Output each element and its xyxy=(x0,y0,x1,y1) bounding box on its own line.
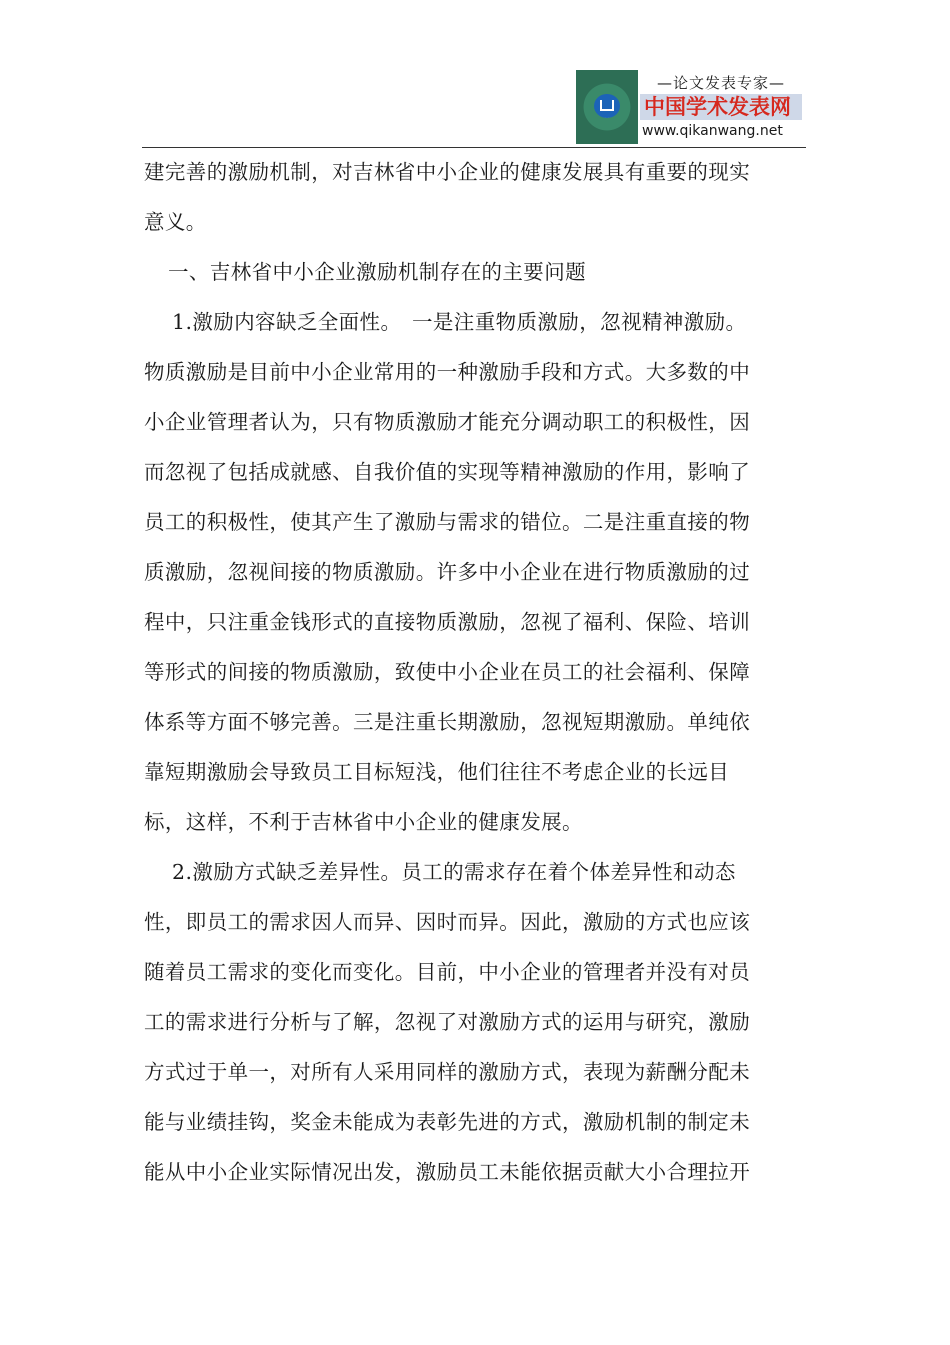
text-line: 能从中小企业实际情况出发，激励员工未能依据贡献大小合理拉开 xyxy=(144,1160,751,1184)
logo-title-banner xyxy=(640,94,802,120)
text-line: 2.激励方式缺乏差异性。员工的需求存在着个体差异性和动态 xyxy=(172,860,736,884)
text-line: 1.激励内容缺乏全面性。 一是注重物质激励，忽视精神激励。 xyxy=(172,310,747,334)
logo-title: 中国学术发表网 xyxy=(644,95,791,119)
publisher-logo[interactable] xyxy=(576,70,802,144)
text-line: 程中，只注重金钱形式的直接物质激励，忽视了福利、保险、培训 xyxy=(144,610,751,634)
header-divider xyxy=(142,147,806,148)
text-line: 靠短期激励会导致员工目标短浅，他们往往不考虑企业的长远目 xyxy=(144,760,730,784)
text-line: 质激励，忽视间接的物质激励。许多中小企业在进行物质激励的过 xyxy=(144,560,751,584)
body-text xyxy=(144,154,752,1204)
text-line: 工的需求进行分析与了解，忽视了对激励方式的运用与研究，激励 xyxy=(144,1010,751,1034)
seal-emblem-icon xyxy=(576,70,640,144)
text-line: 随着员工需求的变化而变化。目前，中小企业的管理者并没有对员 xyxy=(144,960,751,984)
text-line: 等形式的间接的物质激励，致使中小企业在员工的社会福利、保障 xyxy=(144,660,751,684)
text-line: 体系等方面不够完善。三是注重长期激励，忽视短期激励。单纯依 xyxy=(144,710,751,734)
text-line: 员工的积极性，使其产生了激励与需求的错位。二是注重直接的物 xyxy=(144,510,751,534)
logo-url: www.qikanwang.net xyxy=(642,123,783,139)
book-icon xyxy=(594,94,620,118)
section-heading: 一、吉林省中小企业激励机制存在的主要问题 xyxy=(168,260,586,284)
text-line: 性，即员工的需求因人而异、因时而异。因此，激励的方式也应该 xyxy=(144,910,751,934)
text-line: 建完善的激励机制，对吉林省中小企业的健康发展具有重要的现实 xyxy=(144,160,751,184)
text-line: 能与业绩挂钩，奖金未能成为表彰先进的方式，激励机制的制定未 xyxy=(144,1110,751,1134)
text-line: 物质激励是目前中小企业常用的一种激励手段和方式。大多数的中 xyxy=(144,360,751,384)
text-line: 意义。 xyxy=(144,210,207,234)
text-line: 方式过于单一，对所有人采用同样的激励方式，表现为薪酬分配未 xyxy=(144,1060,751,1084)
text-line: 小企业管理者认为，只有物质激励才能充分调动职工的积极性，因 xyxy=(144,410,751,434)
text-line: 而忽视了包括成就感、自我价值的实现等精神激励的作用，影响了 xyxy=(144,460,751,484)
logo-tagline: —论文发表专家— xyxy=(656,74,785,92)
text-line: 标，这样，不利于吉林省中小企业的健康发展。 xyxy=(144,810,583,834)
